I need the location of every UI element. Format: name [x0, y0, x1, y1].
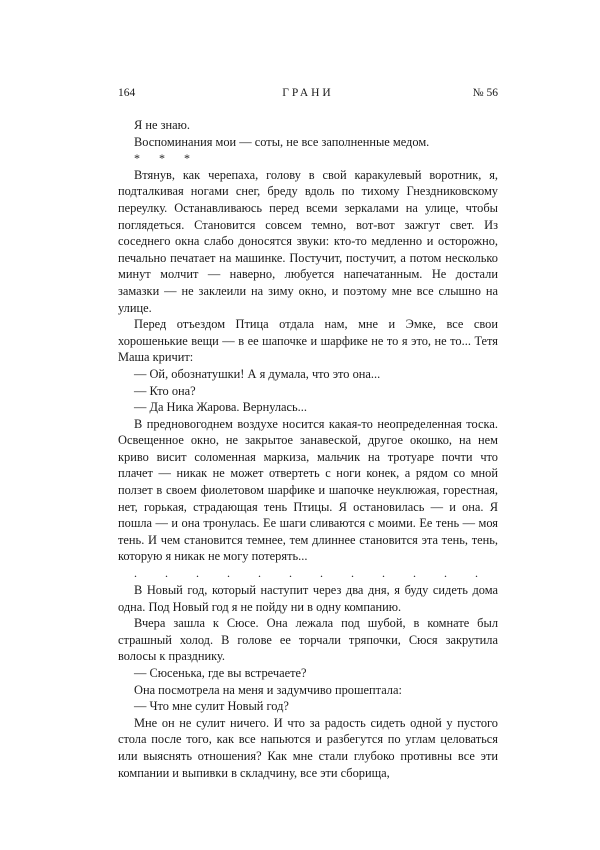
issue-number: № 56 — [472, 87, 498, 99]
dialog-line: — Ой, обознатушки! А я думала, что это она... — [134, 366, 381, 381]
paragraph: Я не знаю. — [134, 118, 190, 132]
dot: . — [475, 566, 478, 581]
section-separator-dots — [118, 565, 498, 582]
dot: . — [444, 566, 447, 581]
paragraph: Перед отъездом Птица отдала нам, мне и Эмке, все свои хорошенькие вещи — в ее шапочке и шарфике не то я это, не то... Тетя Маша кричит: — [118, 317, 498, 365]
section-separator-stars: * * * — [134, 151, 198, 166]
dot: . — [196, 566, 199, 581]
page-number: 164 — [118, 87, 136, 99]
paragraph: Втянув, как черепаха, голову в свой каракулевый воротник, я, подталкивая ногами снег, бреду вдоль по тихому Гнездниковскому переулку. Останавливаюсь перед всеми зеркалами на улице, чтобы поглядеться. Становится совсем темно, вот-вот зажгут свет. Из соседнего окна слабо доносятся звуки: кто-то медленно и осторожно, печально печатает на машинке. Постучит, постучит, а потом несколько минут молчит — наверно, любуется напечатанным. Не достали замазки — не заклеили на зиму окно, и поэтому мне все слышно на улице. — [118, 167, 498, 315]
paragraph: В Новый год, который наступит через два дня, я буду сидеть дома одна. Под Новый год я не пойду ни в одну компанию. — [118, 583, 498, 614]
paragraph: Вчера зашла к Сюсе. Она лежала под шубой, в комнате был страшный холод. В голове ее торчали тряпочки, Сюся закрутила волосы к празднику. — [118, 616, 498, 664]
paragraph: Воспоминания мои — соты, не все заполненные медом. — [134, 134, 430, 149]
dialog-line: — Да Ника Жарова. Вернулась... — [134, 400, 307, 415]
dot: . — [382, 566, 385, 581]
dot: . — [289, 566, 292, 581]
dot: . — [134, 566, 137, 581]
dot: . — [165, 566, 168, 581]
dot: . — [320, 566, 323, 581]
dot: . — [351, 566, 354, 581]
paragraph: Мне он не сулит ничего. И что за радость сидеть одной у пустого стола после того, как все напьются и разбегутся по углам целоваться или выяснять отношения? Как мне стали глубоко противны все эти компании и выпивки в складчину, все эти сборища, — [118, 715, 498, 780]
journal-title: ГРАНИ — [282, 87, 334, 99]
dot: . — [227, 566, 230, 581]
dialog-line: — Кто она? — [134, 383, 196, 398]
dialog-line: — Сюсенька, где вы встречаете? — [134, 666, 307, 680]
paragraph: В предновогоднем воздухе носится какая-то неопределенная тоска. Освещенное окно, не закрытое занавеской, другое окошко, на нем криво висит соломенная маркиза, мальчик на тротуаре почти что плачет — никак не может отвертеть с ноги конек, а рядом со мной ползет в своем фиолетовом шарфике и шапочке неуклюжая, горестная, нет, горькая, страдающая тень Птицы. Я остановилась — и она. Я пошла — и она тронулась. Ее шаги сливаются с моими. Ее тень — моя тень. И чем становится темнее, тем длиннее становится эта тень, тень, которую я никак не могу потерять... — [118, 416, 498, 564]
page-body — [118, 117, 498, 781]
dot: . — [413, 566, 416, 581]
dialog-line: — Что мне сулит Новый год? — [134, 699, 289, 714]
running-header — [118, 87, 498, 103]
paragraph: Она посмотрела на меня и задумчиво прошептала: — [134, 682, 402, 697]
dot: . — [258, 566, 261, 581]
